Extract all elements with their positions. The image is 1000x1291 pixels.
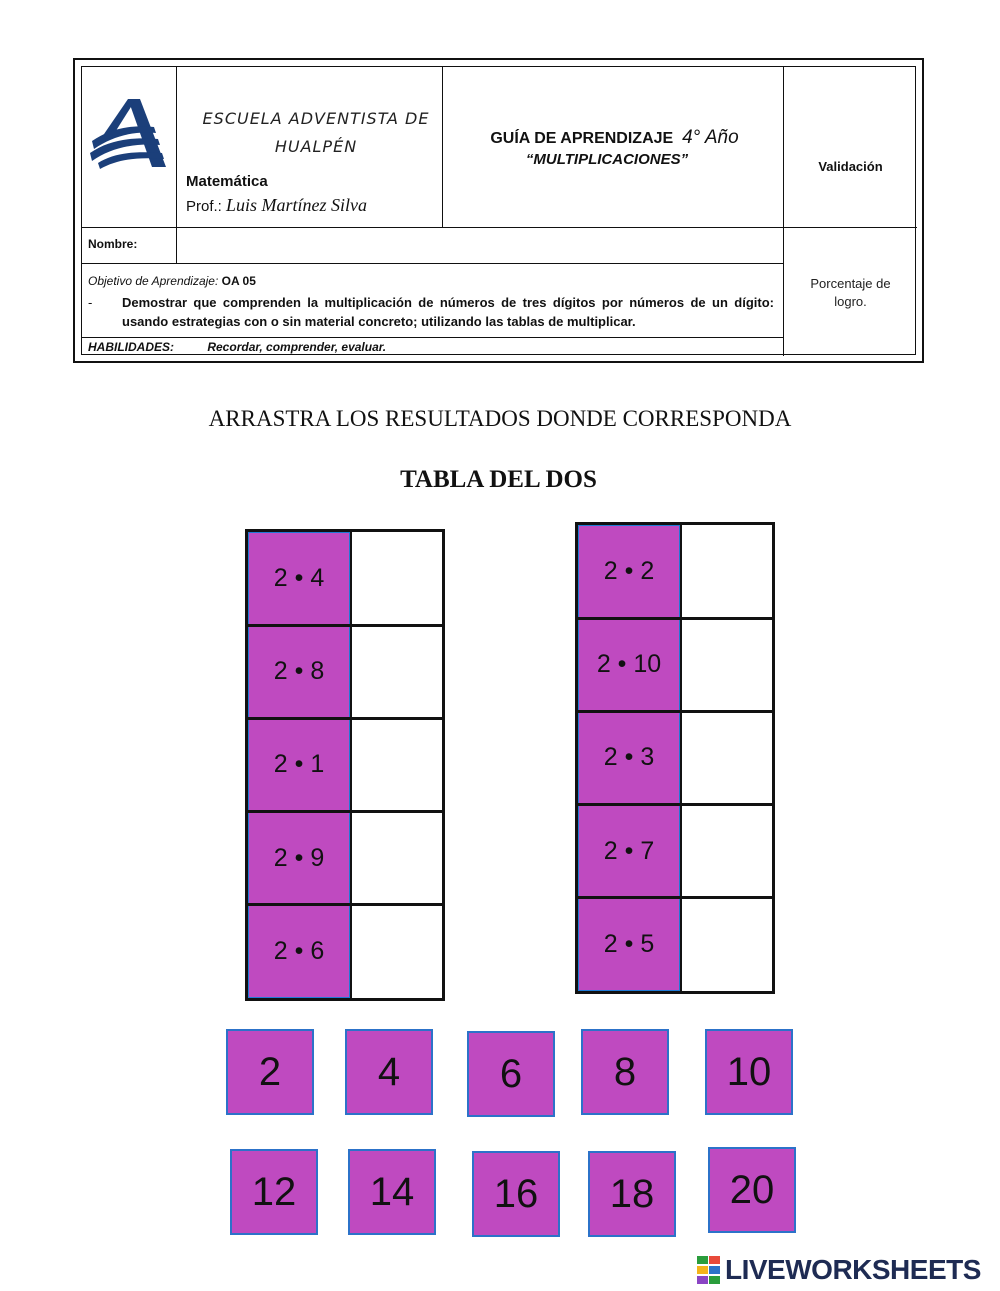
row-divider — [248, 717, 442, 720]
left-row — [248, 905, 442, 998]
left-row — [248, 718, 442, 811]
answer-tile[interactable]: 16 — [472, 1151, 560, 1237]
objective-heading — [88, 274, 256, 288]
header-inner — [81, 66, 916, 355]
multiplication-label: 2 • 4 — [248, 532, 350, 625]
right-row — [578, 711, 772, 804]
right-multiplication-table — [575, 522, 775, 994]
multiplication-label: 2 • 5 — [578, 898, 680, 991]
answer-tile[interactable]: 4 — [345, 1029, 433, 1115]
answer-drop-zone[interactable] — [680, 711, 772, 804]
answer-tile[interactable]: 10 — [705, 1029, 793, 1115]
percentage-line2: logro. — [834, 294, 867, 309]
divider — [176, 227, 177, 263]
multiplication-label: 2 • 6 — [248, 905, 350, 998]
school-name — [190, 105, 442, 161]
divider — [783, 67, 784, 356]
divider — [82, 337, 783, 338]
liveworksheets-wordmark: LIVEWORKSHEETS — [725, 1254, 981, 1285]
answer-drop-zone[interactable] — [680, 898, 772, 991]
row-divider — [248, 810, 442, 813]
answer-tile[interactable]: 6 — [467, 1031, 555, 1117]
name-label: Nombre: — [88, 237, 138, 251]
answer-tile[interactable]: 12 — [230, 1149, 318, 1235]
liveworksheets-blocks-icon — [697, 1256, 721, 1284]
percentage-line1: Porcentaje de — [810, 276, 891, 291]
teacher-label: Prof.: — [186, 198, 222, 215]
row-divider — [578, 617, 772, 620]
answer-drop-zone[interactable] — [680, 618, 772, 711]
answer-drop-zone[interactable] — [350, 625, 442, 718]
liveworksheets-logo — [697, 1255, 981, 1285]
school-name-line2: HUALPÉN — [274, 137, 358, 156]
objective-label: Objetivo de Aprendizaje: — [88, 274, 219, 288]
divider — [442, 67, 443, 227]
multiplication-label: 2 • 9 — [248, 812, 350, 905]
multiplication-label: 2 • 3 — [578, 711, 680, 804]
divider — [176, 67, 177, 227]
multiplication-label: 2 • 1 — [248, 718, 350, 811]
objective-description — [88, 293, 774, 331]
multiplication-label: 2 • 7 — [578, 805, 680, 898]
table-title: TABLA DEL DOS — [400, 466, 597, 493]
instruction-text: ARRASTRA LOS RESULTADOS DONDE CORRESPONDA — [208, 406, 792, 431]
left-multiplication-table — [245, 529, 445, 1001]
answer-drop-zone[interactable] — [680, 525, 772, 618]
answer-drop-zone[interactable] — [350, 532, 442, 625]
validation-label: Validación — [818, 159, 883, 174]
row-divider — [248, 903, 442, 906]
answer-tile[interactable]: 14 — [348, 1149, 436, 1235]
skills-line — [88, 340, 386, 354]
skills-label: HABILIDADES: — [88, 340, 174, 354]
teacher-name: Luis Martínez Silva — [226, 195, 368, 215]
left-row — [248, 625, 442, 718]
left-row — [248, 532, 442, 625]
answer-tile[interactable]: 20 — [708, 1147, 796, 1233]
divider — [82, 227, 917, 228]
guide-year: 4° Año — [682, 127, 739, 148]
objective-text: Demostrar que comprenden la multiplicación de números de tres dígitos por números de un dígito: usando estrategias con o sin material concreto; utilizando las tablas de multiplicar. — [122, 295, 774, 329]
row-divider — [578, 710, 772, 713]
skills-text: Recordar, comprender, evaluar. — [207, 340, 387, 354]
answer-drop-zone[interactable] — [680, 805, 772, 898]
answer-drop-zone[interactable] — [350, 905, 442, 998]
left-row — [248, 812, 442, 905]
objective-code: OA 05 — [221, 274, 256, 288]
answer-drop-zone[interactable] — [350, 812, 442, 905]
achievement-percentage-label — [784, 275, 917, 311]
row-divider — [578, 896, 772, 899]
multiplication-label: 2 • 10 — [578, 618, 680, 711]
teacher-line — [186, 195, 367, 216]
row-divider — [248, 624, 442, 627]
answer-tile[interactable]: 18 — [588, 1151, 676, 1237]
multiplication-label: 2 • 8 — [248, 625, 350, 718]
guide-title-text: GUÍA DE APRENDIZAJE — [490, 130, 674, 147]
multiplication-label: 2 • 2 — [578, 525, 680, 618]
guide-title — [447, 127, 782, 149]
guide-subtitle: “MULTIPLICACIONES” — [525, 151, 689, 168]
school-name-line1: ESCUELA ADVENTISTA DE — [202, 109, 430, 128]
answer-tile[interactable]: 2 — [226, 1029, 314, 1115]
answer-drop-zone[interactable] — [350, 718, 442, 811]
objective-dash: - — [88, 295, 93, 310]
subject-label: Matemática — [186, 173, 268, 190]
right-row — [578, 525, 772, 618]
right-row — [578, 805, 772, 898]
divider — [82, 263, 783, 264]
row-divider — [578, 803, 772, 806]
header-box — [73, 58, 924, 363]
answer-tile[interactable]: 8 — [581, 1029, 669, 1115]
right-row — [578, 618, 772, 711]
school-logo-icon — [88, 97, 168, 169]
right-row — [578, 898, 772, 991]
